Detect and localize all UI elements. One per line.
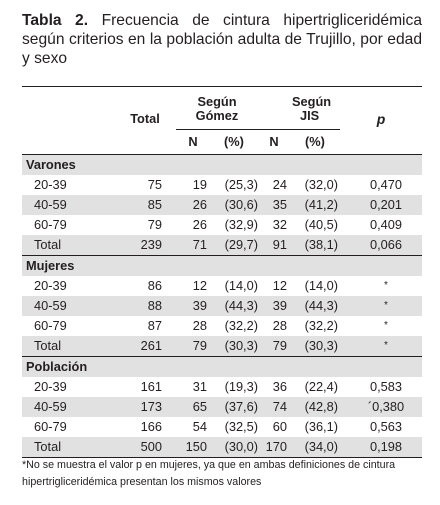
total-cell: 88 (114, 296, 176, 316)
gomez-n-cell: 150 (176, 437, 210, 458)
gomez-pct-cell: (44,3) (210, 296, 258, 316)
p-value-cell: ´0,380 (340, 397, 422, 417)
gomez-n-cell: 79 (176, 336, 210, 357)
row-label: 60-79 (34, 318, 67, 333)
gomez-header-line1: Según (176, 87, 258, 110)
gomez-n-cell: 65 (176, 397, 210, 417)
gomez-pct-cell: (30,6) (210, 195, 258, 215)
jis-pct-cell: (38,1) (290, 235, 340, 256)
gomez-n-cell: 26 (192, 217, 207, 232)
jis-n-header: N (258, 130, 290, 155)
row-label: Total (22, 336, 114, 357)
jis-n-cell: 79 (258, 336, 290, 357)
row-label: Total (22, 235, 114, 256)
footnote: *No se muestra el valor p en mujeres, ya que en ambas definiciones de cintura hipertrigliceridémica presentan los mismos valores (22, 459, 396, 488)
gomez-pct-header: (%) (210, 130, 258, 155)
jis-pct-cell: (34,0) (290, 437, 340, 458)
table-row (22, 377, 422, 397)
gomez-pct-cell: (29,7) (210, 235, 258, 256)
gomez-n-cell: 31 (192, 379, 207, 394)
section-title: Mujeres (22, 255, 422, 276)
jis-pct-cell: (36,1) (304, 419, 338, 434)
gomez-pct-cell: (32,2) (224, 318, 258, 333)
caption-label: Tabla 2. (22, 12, 89, 29)
total-cell: 86 (147, 278, 162, 293)
jis-pct-cell: (40,5) (304, 217, 338, 232)
jis-pct-cell: (22,4) (304, 379, 338, 394)
row-label: 20-39 (34, 177, 67, 192)
table-row (22, 316, 422, 336)
jis-pct-cell: (32,2) (304, 318, 338, 333)
gomez-pct-cell: (32,9) (224, 217, 258, 232)
caption-text: Frecuencia de cintura hipertrigliceridémica según criterios en la población adulta de Trujillo, por edad y sexo (22, 12, 422, 68)
section-header-row (22, 154, 422, 175)
jis-pct-cell: (30,3) (290, 336, 340, 357)
table-row (22, 296, 422, 316)
frequency-table (22, 86, 422, 458)
jis-n-cell: 170 (258, 437, 290, 458)
p-value-cell: 0,583 (369, 379, 403, 394)
jis-n-cell: 28 (272, 318, 287, 333)
jis-header-line1: Según (290, 87, 340, 110)
p-header: p (376, 111, 386, 128)
total-cell: 87 (147, 318, 162, 333)
jis-pct-cell: (42,8) (290, 397, 340, 417)
header-row-1 (22, 87, 422, 110)
total-header: Total (130, 111, 160, 127)
p-value-cell: 0,470 (369, 177, 403, 192)
p-value-cell: * (340, 296, 422, 316)
total-cell: 261 (114, 336, 176, 357)
gomez-pct-cell: (25,3) (224, 177, 258, 192)
gomez-n-cell: 26 (176, 195, 210, 215)
total-cell: 166 (140, 419, 162, 434)
table-row (22, 336, 422, 357)
gomez-n-cell: 19 (192, 177, 207, 192)
gomez-n-header: N (176, 130, 210, 155)
section-header-row (22, 255, 422, 276)
table-row (22, 175, 422, 195)
table-row (22, 195, 422, 215)
jis-n-cell: 12 (272, 278, 287, 293)
table-row (22, 215, 422, 235)
section-title: Varones (22, 154, 422, 175)
jis-pct-cell: (41,2) (290, 195, 340, 215)
jis-n-cell: 24 (272, 177, 287, 192)
p-value-cell: * (384, 320, 388, 331)
jis-n-cell: 32 (272, 217, 287, 232)
jis-pct-header: (%) (290, 130, 340, 155)
p-value-cell: 0,066 (340, 235, 422, 256)
section-header-row (22, 356, 422, 377)
row-label: 60-79 (34, 217, 67, 232)
table-caption (22, 11, 422, 69)
header-row-2 (22, 109, 422, 130)
jis-pct-cell: (14,0) (304, 278, 338, 293)
row-label: 20-39 (34, 278, 67, 293)
gomez-pct-cell: (37,6) (210, 397, 258, 417)
total-cell: 173 (114, 397, 176, 417)
jis-n-cell: 60 (272, 419, 287, 434)
total-cell: 85 (114, 195, 176, 215)
row-label: 20-39 (34, 379, 67, 394)
table-row (22, 235, 422, 256)
gomez-pct-cell: (30,0) (210, 437, 258, 458)
row-label: 40-59 (22, 397, 114, 417)
jis-n-cell: 74 (258, 397, 290, 417)
jis-n-cell: 39 (258, 296, 290, 316)
row-label: 60-79 (34, 419, 67, 434)
section-title: Población (22, 356, 422, 377)
gomez-pct-cell: (32,5) (224, 419, 258, 434)
gomez-n-cell: 54 (192, 419, 207, 434)
jis-n-cell: 91 (258, 235, 290, 256)
jis-n-cell: 35 (258, 195, 290, 215)
gomez-n-cell: 39 (176, 296, 210, 316)
table-row (22, 437, 422, 458)
p-value-cell: * (340, 336, 422, 357)
total-cell: 75 (147, 177, 162, 192)
p-value-cell: 0,563 (369, 419, 403, 434)
gomez-n-cell: 28 (192, 318, 207, 333)
jis-n-cell: 36 (272, 379, 287, 394)
gomez-pct-cell: (19,3) (224, 379, 258, 394)
p-value-cell: * (384, 280, 388, 291)
table-row (22, 417, 422, 437)
total-cell: 161 (140, 379, 162, 394)
row-label: Total (22, 437, 114, 458)
p-value-cell: 0,409 (369, 217, 403, 232)
gomez-pct-cell: (30,3) (210, 336, 258, 357)
row-label: 40-59 (22, 296, 114, 316)
p-value-cell: 0,201 (340, 195, 422, 215)
table-row (22, 276, 422, 296)
gomez-header-line2: Gómez (176, 109, 258, 130)
gomez-n-cell: 71 (176, 235, 210, 256)
jis-pct-cell: (32,0) (304, 177, 338, 192)
gomez-n-cell: 12 (192, 278, 207, 293)
table-row (22, 397, 422, 417)
total-cell: 79 (147, 217, 162, 232)
jis-header-line2: JIS (290, 109, 340, 130)
p-value-cell: 0,198 (340, 437, 422, 458)
header-row-3 (22, 130, 422, 155)
total-cell: 239 (114, 235, 176, 256)
gomez-pct-cell: (14,0) (224, 278, 258, 293)
jis-pct-cell: (44,3) (290, 296, 340, 316)
total-cell: 500 (114, 437, 176, 458)
row-label: 40-59 (22, 195, 114, 215)
